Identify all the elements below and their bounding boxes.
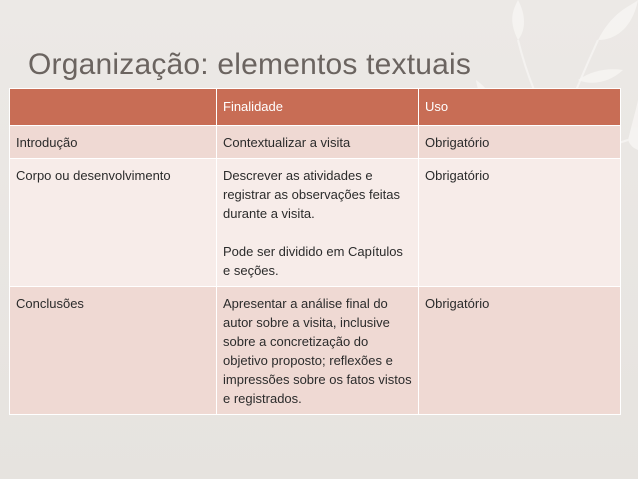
cell-usage: Obrigatório [419,287,621,415]
table-row [10,287,621,415]
table-header-row [10,89,621,126]
header-cell-usage: Uso [419,89,621,126]
cell-usage: Obrigatório [419,159,621,287]
cell-usage: Obrigatório [419,126,621,159]
cell-purpose [217,159,419,287]
cell-purpose-text: Apresentar a análise final do autor sobre a visita, inclusive sobre a concretização do objetivo proposto; reflexões e impressões sobre os fatos vistos e registrados. [223,296,412,406]
cell-purpose-text: Contextualizar a visita [223,135,351,150]
header-cell-section [10,89,217,126]
cell-section: Conclusões [10,287,217,415]
table-row [10,126,621,159]
table-row [10,159,621,287]
cell-purpose [217,287,419,415]
cell-section: Corpo ou desenvolvimento [10,159,217,287]
cell-purpose-text: Pode ser dividido em Capítulos e seções. [223,244,403,278]
content-table [9,88,621,415]
cell-section: Introdução [10,126,217,159]
page-title: Organização: elementos textuais [28,48,472,81]
header-cell-purpose: Finalidade [217,89,419,126]
cell-purpose-text: Descrever as atividades e registrar as observações feitas durante a visita. [223,168,401,221]
cell-purpose [217,126,419,159]
